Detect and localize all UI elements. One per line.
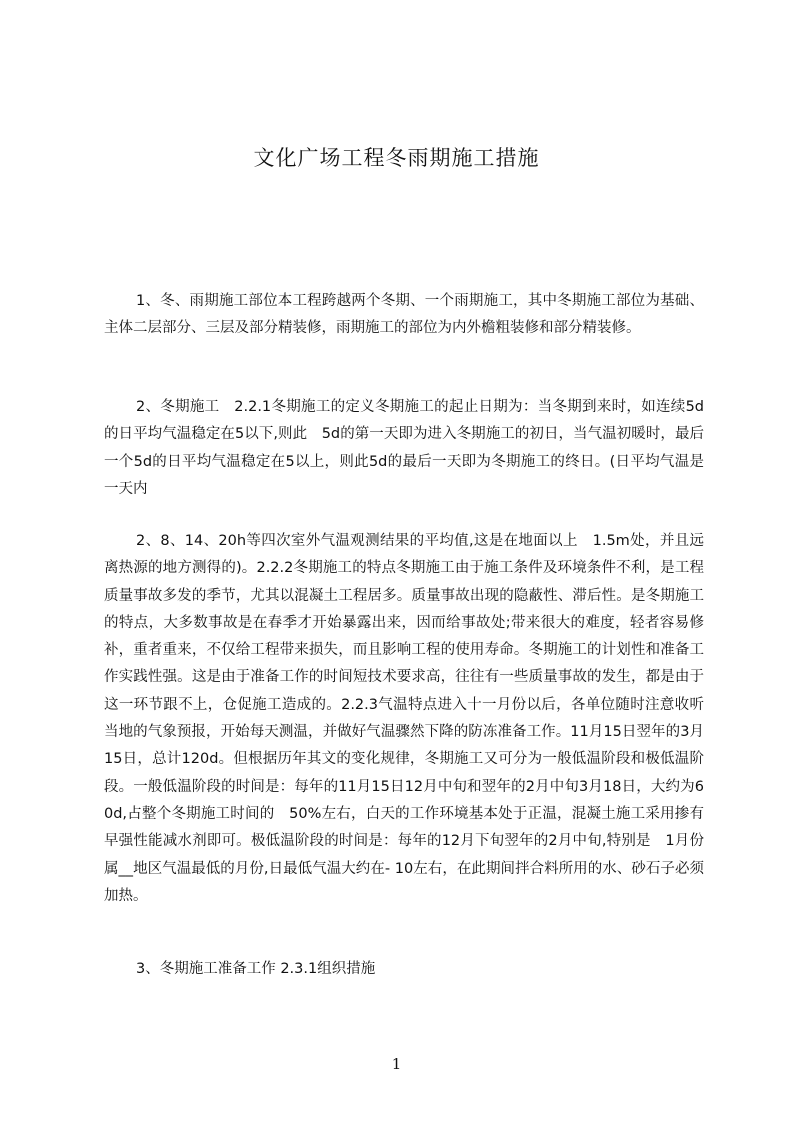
- document-title: 文化广场工程冬雨期施工措施: [253, 146, 540, 170]
- paragraph-3: 2、8、14、20h等四次室外气温观测结果的平均值,这是在地面以上 1.5m处，并且远离热源的地方测得的)。2.2.2冬期施工的特点冬期施工由于施工条件及环境条件不利，是工程质量事故多发的季节，尤其以混凝土工程居多。质量事故出现的隐蔽性、滞后性。是冬期施工的特点，大多数事故是在春季才开始暴露出来，因而给事故处;带来很大的难度，轻者容易修补，重者重来，不仅给工程带来损失，而且影响工程的使用寿命。冬期施工的计划性和准备工作实践性强。这是由于准备工作的时间短技术要求高，往往有一些质量事故的发生，都是由于这一环节跟不上，仓促施工造成的。2.2.3气温特点进入十一月份以后，各单位随时注意收听当地的气象预报，开始每天测温，并做好气温骤然下降的防冻准备工作。11月15日翌年的3月15日，总计120d。但根据历年其文的变化规律，冬期施工又可分为一般低温阶段和极低温阶段。一般低温阶段的时间是：每年的11月15日12月中旬和翌年的2月中旬3月18日，大约为60d,占整个冬期施工时间的 50%左右，白天的工作环境基本处于正温，混凝土施工采用掺有早强性能减水剂即可。极低温阶段的时间是：每年的12月下旬翌年的2月中旬,特别是 1月份属__地区气温最低的月份,日最低气温大约在- 10左右，在此期间拌合料所用的水、砂石子必须加热。: [104, 533, 704, 904]
- page-number: 1: [391, 1055, 402, 1073]
- paragraph-1: 1、冬、雨期施工部位本工程跨越两个冬期、一个雨期施工，其中冬期施工部位为基础、主体二层部分、三层及部分精装修，雨期施工的部位为内外檐粗装修和部分精装修。: [104, 293, 704, 337]
- paragraph-2: 2、冬期施工 2.2.1冬期施工的定义冬期施工的起止日期为：当冬期到来时，如连续5d的日平均气温稳定在5以下,则此 5d的第一天即为进入冬期施工的初日，当气温初暖时，最后一个5d的日平均气温稳定在5以上，则此5d的最后一天即为冬期施工的终日。(日平均气温是一天内: [104, 399, 704, 497]
- paragraph-4: 3、冬期施工准备工作 2.3.1组织措施: [136, 961, 376, 977]
